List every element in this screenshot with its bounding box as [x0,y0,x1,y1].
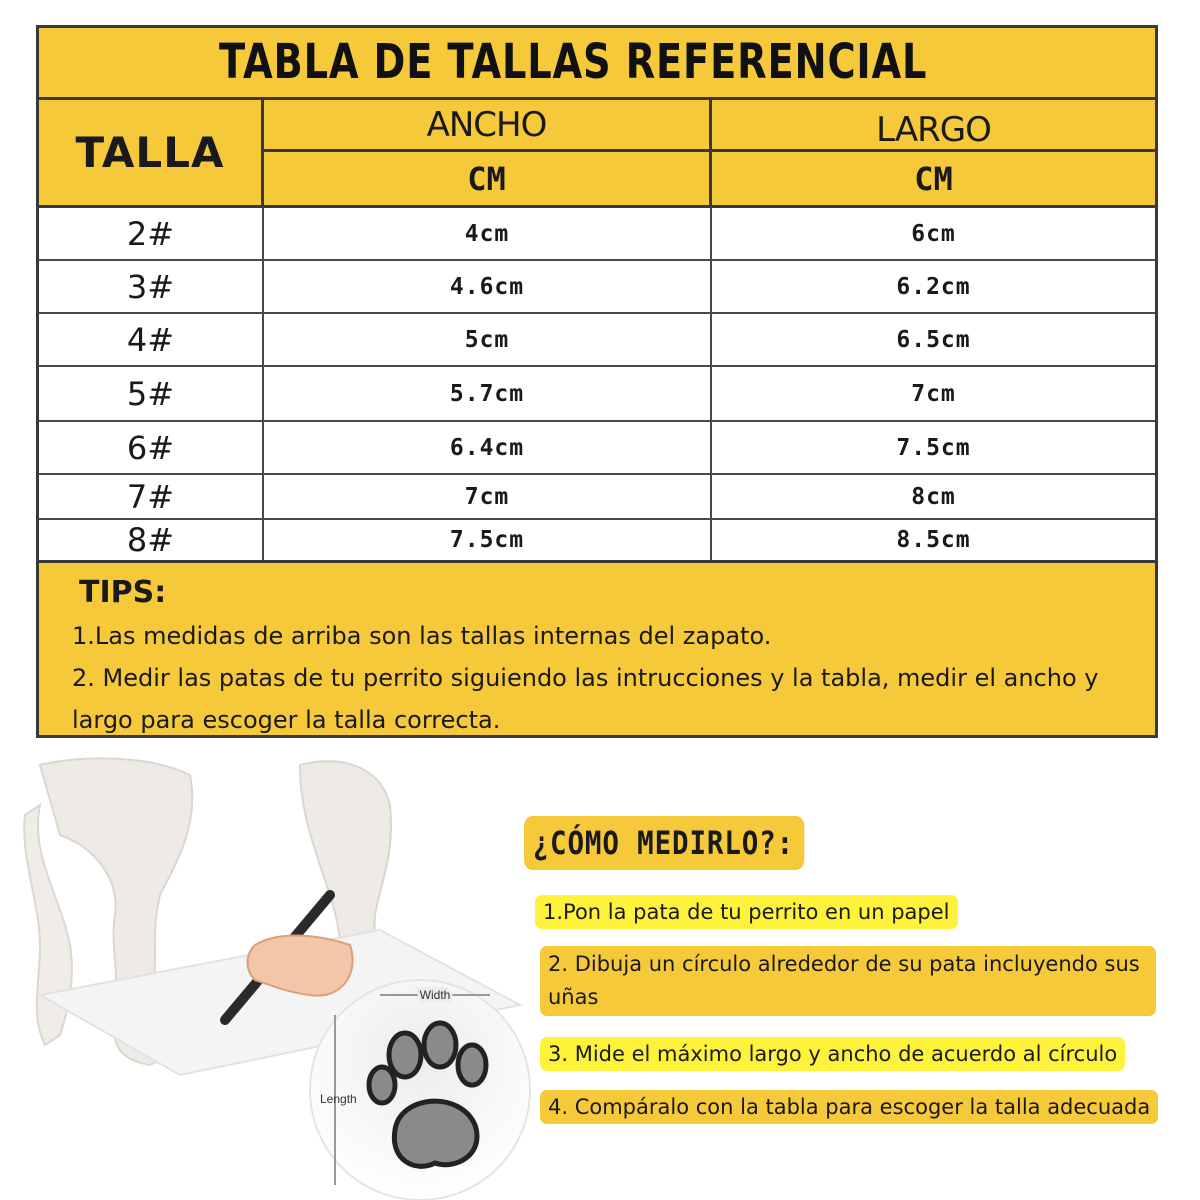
tips-section [39,563,1155,735]
chart-title-bar [39,28,1155,100]
cell-talla: 7# [39,475,264,518]
step-2: 2. Dibuja un círculo alrededor de su pata incluyendo sus uñas [540,946,1156,1016]
cell-talla: 3# [39,261,264,312]
tips-line-2: 2. Medir las patas de tu perrito siguiendo las intrucciones y la tabla, medir el ancho y largo para escoger la talla correcta. [72,664,1099,734]
dog-paw-illustration [0,745,560,1200]
table-row [39,367,1155,422]
table-body [39,208,1155,563]
cell-largo: 8.5cm [896,527,971,553]
header-talla: TALLA [39,100,264,205]
table-row [39,422,1155,475]
cell-talla: 2# [39,208,264,259]
cell-talla: 4# [39,314,264,365]
cell-largo: 7cm [911,380,956,407]
tips-line-1: 1.Las medidas de arriba son las tallas internas del zapato. [72,622,772,650]
tips-heading: TIPS: [79,575,167,610]
table-row [39,520,1155,560]
cell-ancho: 6.4cm [264,422,712,473]
cell-ancho: 7.5cm [264,520,712,560]
header-largo: LARGO [712,100,1155,152]
table-row [39,261,1155,314]
cell-largo: 6.5cm [896,326,971,353]
length-label: Length [320,1092,357,1106]
cell-ancho: 7cm [264,475,712,518]
header-largo-unit: CM [914,159,953,198]
header-ancho: ANCHO [264,100,709,152]
header-ancho-unit: CM [467,159,506,198]
cell-ancho: 4.6cm [264,261,712,312]
table-row [39,475,1155,520]
header-ancho-group [264,100,712,205]
table-header [39,100,1155,208]
cell-largo: 8cm [911,483,956,510]
cell-ancho: 4cm [264,208,712,259]
cell-talla: 8# [39,520,264,560]
step-3: 3. Mide el máximo largo y ancho de acuerdo al círculo [540,1037,1125,1071]
header-largo-group [712,100,1155,205]
how-to-title: ¿CÓMO MEDIRLO?: [524,816,804,870]
cell-ancho: 5cm [264,314,712,365]
width-label: Width [419,988,451,1002]
step-4: 4. Compáralo con la tabla para escoger la talla adecuada [540,1090,1158,1124]
table-row [39,314,1155,367]
step-1: 1.Pon la pata de tu perrito en un papel [535,895,958,929]
cell-largo: 6cm [911,220,956,247]
cell-largo: 6.2cm [896,273,971,300]
cell-ancho: 5.7cm [264,367,712,420]
cell-talla: 5# [39,367,264,420]
cell-talla: 6# [39,422,264,473]
chart-title: TABLA DE TALLAS REFERENCIAL [219,34,928,90]
size-chart [36,25,1158,738]
cell-largo: 7.5cm [896,434,971,461]
table-row [39,208,1155,261]
